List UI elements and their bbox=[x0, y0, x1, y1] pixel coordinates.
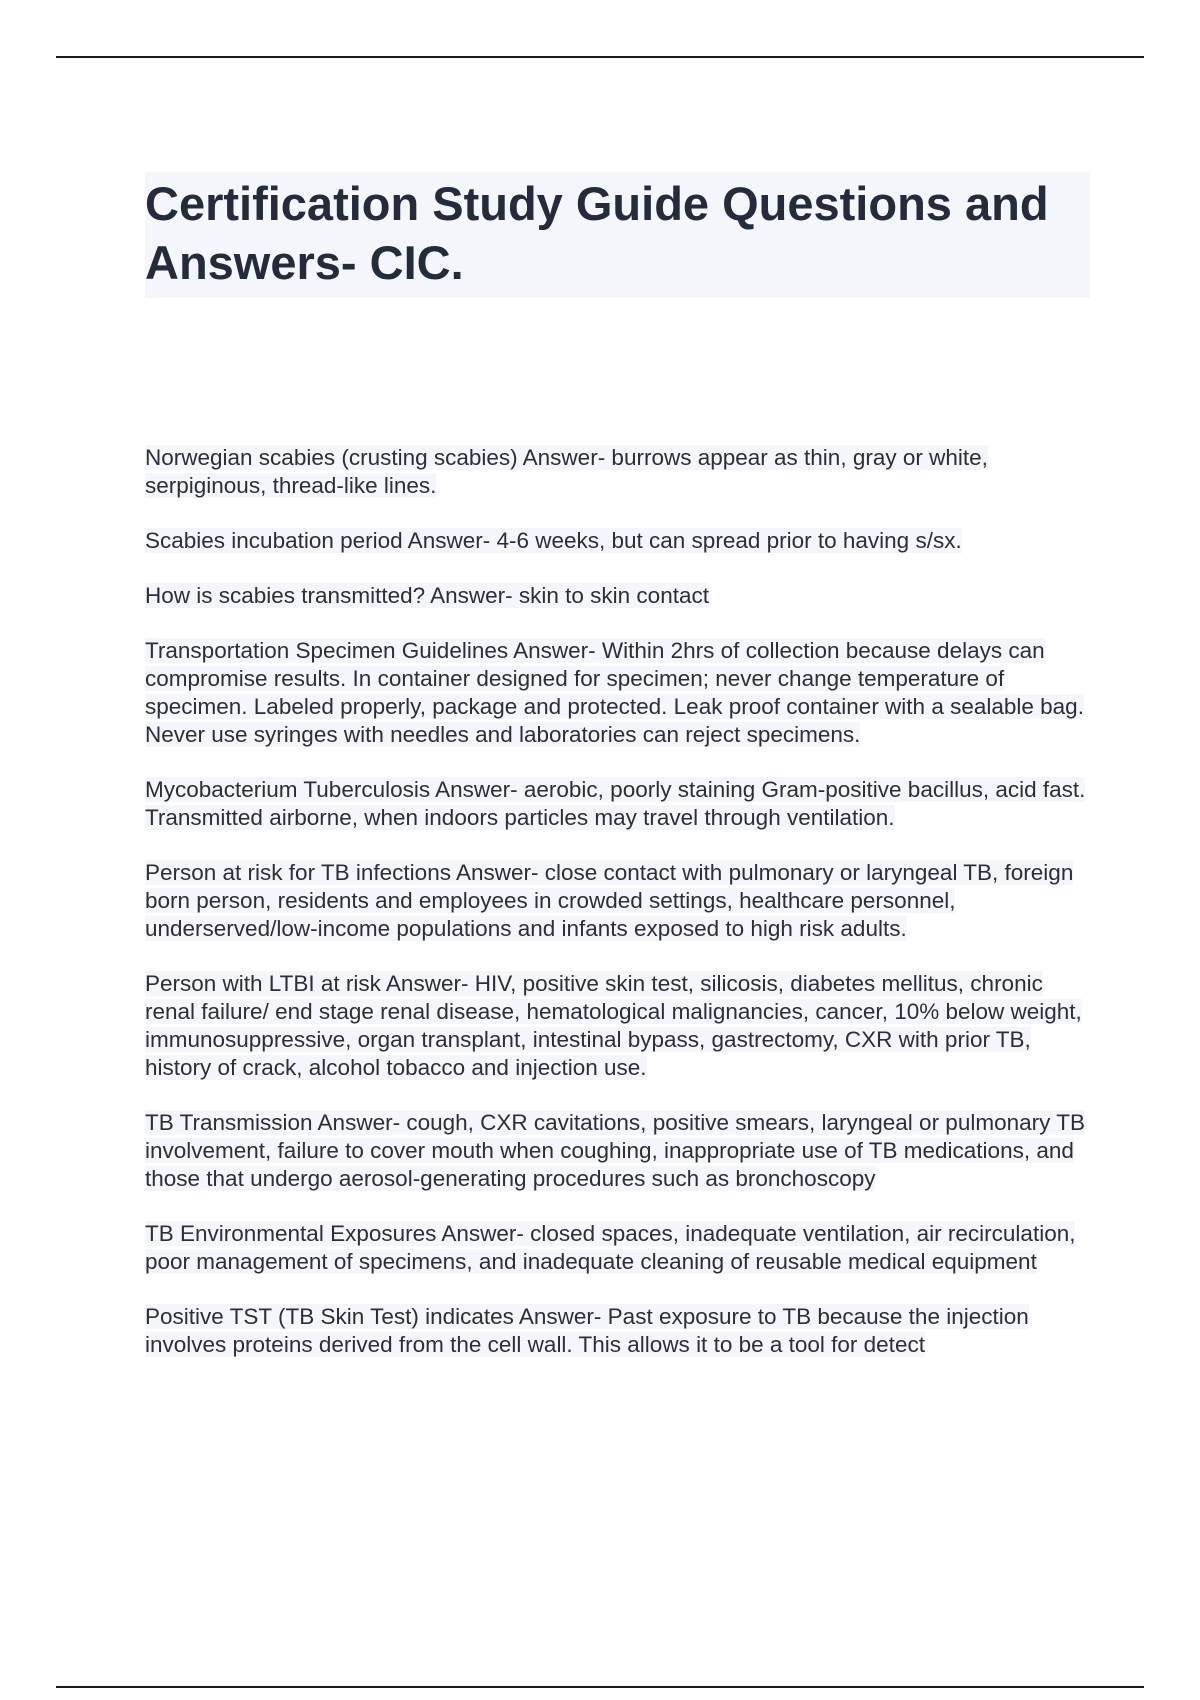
qa-entry-norwegian-scabies: Norwegian scabies (crusting scabies) Answer- burrows appear as thin, gray or white, serpiginous, thread-like lines. bbox=[145, 445, 988, 498]
qa-entry-specimen-transport: Transportation Specimen Guidelines Answer- Within 2hrs of collection because delays can compromise results. In container designed for specimen; never change temperature of specimen. Labeled properly, package and protected. Leak proof container with a sealable bag. Never use syringes with needles and laboratories can reject specimens. bbox=[145, 638, 1084, 747]
page-content bbox=[145, 172, 1090, 1386]
qa-entry-mycobacterium-tuberculosis: Mycobacterium Tuberculosis Answer- aerobic, poorly staining Gram-positive bacillus, acid fast. Transmitted airborne, when indoors particles may travel through ventilation. bbox=[145, 777, 1086, 830]
document-title: Certification Study Guide Questions and Answers- CIC. bbox=[145, 172, 1090, 298]
qa-entry-ltbi-risk: Person with LTBI at risk Answer- HIV, positive skin test, silicosis, diabetes mellitus, chronic renal failure/ end stage renal disease, hematological malignancies, cancer, 10% below weight, immunosuppressive, organ transplant, intestinal bypass, gastrectomy, CXR with prior TB, history of crack, alcohol tobacco and injection use. bbox=[145, 971, 1082, 1080]
qa-entry-tb-transmission: TB Transmission Answer- cough, CXR cavitations, positive smears, laryngeal or pulmonary TB involvement, failure to cover mouth when coughing, inappropriate use of TB medications, and those that undergo aerosol-generating procedures such as bronchoscopy bbox=[145, 1110, 1085, 1191]
header-rule bbox=[56, 56, 1144, 58]
qa-entry-tb-environmental-exposures: TB Environmental Exposures Answer- closed spaces, inadequate ventilation, air recirculation, poor management of specimens, and inadequate cleaning of reusable medical equipment bbox=[145, 1221, 1076, 1274]
qa-list bbox=[145, 444, 1090, 1359]
qa-entry-tb-risk-persons: Person at risk for TB infections Answer- close contact with pulmonary or laryngeal TB, foreign born person, residents and employees in crowded settings, healthcare personnel, underserved/low-income populations and infants exposed to high risk adults. bbox=[145, 860, 1074, 941]
qa-entry-positive-tst: Positive TST (TB Skin Test) indicates Answer- Past exposure to TB because the injection involves proteins derived from the cell wall. This allows it to be a tool for detect bbox=[145, 1304, 1029, 1357]
qa-entry-scabies-incubation: Scabies incubation period Answer- 4-6 weeks, but can spread prior to having s/sx. bbox=[145, 528, 962, 553]
qa-entry-scabies-transmission: How is scabies transmitted? Answer- skin to skin contact bbox=[145, 583, 709, 608]
footer-rule bbox=[56, 1686, 1144, 1688]
